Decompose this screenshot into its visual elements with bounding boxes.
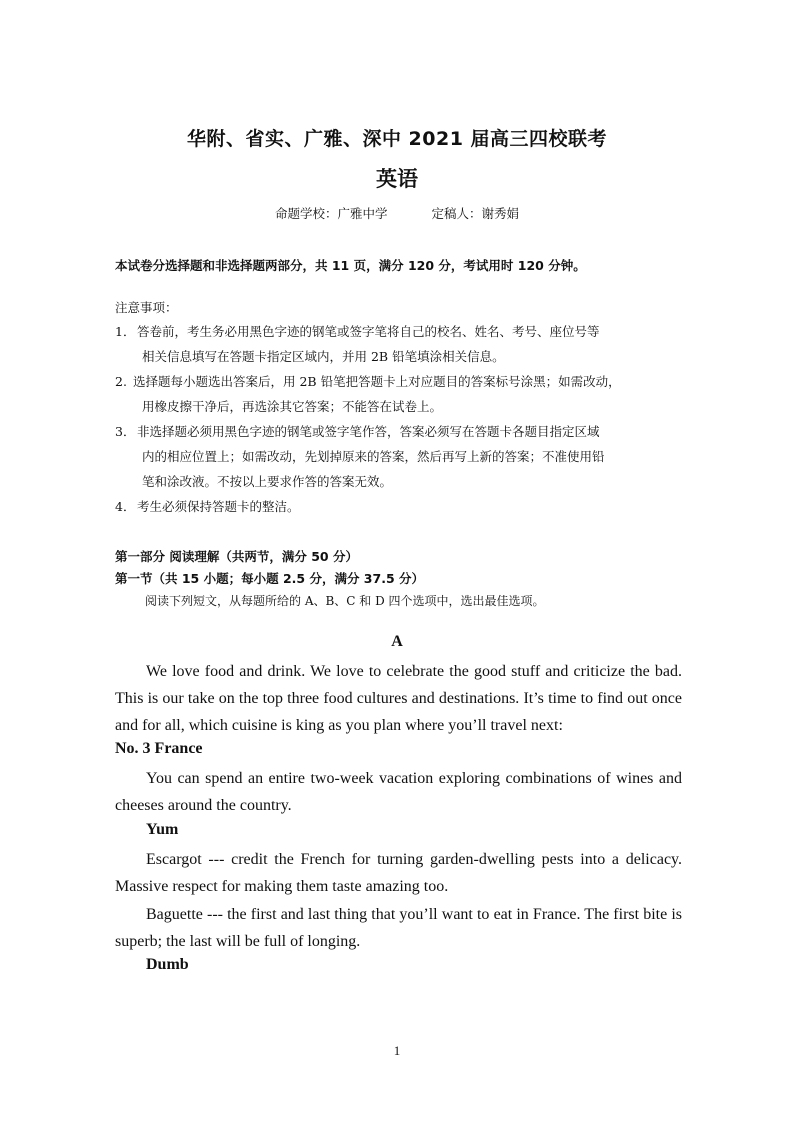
- part1-heading: 第一部分 阅读理解（共两节，满分 50 分）: [115, 549, 358, 564]
- exam-title: 华附、省实、广雅、深中 2021 届高三四校联考: [186, 128, 608, 150]
- exam-summary: 本试卷分选择题和非选择题两部分，共 11 页，满分 120 分，考试用时 120 分钟。: [115, 258, 586, 273]
- france-paragraph: You can spend an entire two-week vacation exploring combinations of wines and cheeses around the country.: [115, 770, 682, 814]
- note-line: 选择题每小题选出答案后，用 2B 铅笔把答题卡上对应题目的答案标号涂黑；如需改动，: [133, 374, 621, 389]
- note-line: 考生必须保持答题卡的整洁。: [137, 499, 300, 514]
- note-line: 内的相应位置上；如需改动，先划掉原来的答案，然后再写上新的答案；不准使用铅: [142, 449, 605, 464]
- note-line: 答卷前，考生务必用黑色字迹的钢笔或签字笔将自己的校名、姓名、考号、座位号等: [137, 324, 600, 339]
- section1-heading: 第一节（共 15 小题；每小题 2.5 分，满分 37.5 分）: [115, 571, 424, 586]
- section-instruction: 阅读下列短文，从每题所给的 A、B、C 和 D 四个选项中，选出最佳选项。: [145, 594, 545, 608]
- note-item-3: [115, 419, 695, 494]
- note-line: 非选择题必须用黑色字迹的钢笔或签字笔作答，答案必须写在答题卡各题目指定区域: [137, 424, 600, 439]
- note-line: 笔和涂改液。不按以上要求作答的答案无效。: [142, 474, 393, 489]
- notes-heading: 注意事项：: [115, 300, 178, 315]
- note-number: 2.: [115, 374, 127, 389]
- author-line: [0, 204, 794, 222]
- dumb-heading: Dumb: [146, 956, 189, 973]
- note-item-2: [115, 369, 695, 419]
- passage-intro: We love food and drink. We love to celebrate the good stuff and criticize the bad. This is our take on the top three food cultures and destinations. It’s time to find out once and for all, which cuisine is king as you plan where you’ll travel next:: [115, 663, 682, 734]
- note-number: 3．: [115, 424, 136, 439]
- note-number: 1．: [115, 324, 136, 339]
- escargot-paragraph: Escargot --- credit the French for turning garden-dwelling pests into a delicacy. Massive respect for making them taste amazing too.: [115, 851, 682, 895]
- note-number: 4．: [115, 499, 136, 514]
- note-line: 用橡皮擦干净后，再选涂其它答案；不能答在试卷上。: [142, 399, 443, 414]
- note-line: 相关信息填写在答题卡指定区域内，并用 2B 铅笔填涂相关信息。: [142, 349, 505, 364]
- item-heading-no3: No. 3 France: [115, 740, 203, 757]
- note-item-4: [115, 494, 695, 519]
- note-item-1: [115, 319, 695, 369]
- page-number: 1: [393, 1043, 401, 1058]
- passage-letter: A: [391, 633, 403, 650]
- reviewer-name: 定稿人：谢秀娟: [431, 206, 520, 221]
- author-school: 命题学校：广雅中学: [274, 206, 388, 221]
- baguette-paragraph: Baguette --- the first and last thing that you’ll want to eat in France. The first bite is superb; the last will be full of longing.: [115, 906, 682, 950]
- yum-heading: Yum: [146, 821, 179, 838]
- subject-title: 英语: [376, 167, 418, 191]
